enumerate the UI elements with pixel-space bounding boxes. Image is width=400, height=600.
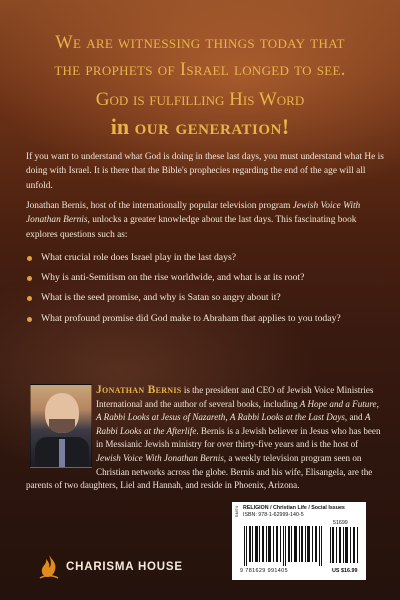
bullet-icon bbox=[27, 296, 32, 301]
list-item bbox=[26, 251, 376, 265]
list-item bbox=[26, 291, 376, 305]
headline-line-4-emphasis: our generation bbox=[134, 114, 282, 139]
question-text: Why is anti-Semitism on the rise worldwide, and what is at its root? bbox=[41, 272, 305, 284]
headline-line-4 bbox=[0, 113, 400, 140]
bullet-icon bbox=[27, 317, 32, 322]
question-text: What crucial role does Israel play in the last days? bbox=[41, 252, 237, 263]
bio-text-2: , bbox=[376, 398, 379, 409]
bio-text-5: . Bernis is a Jewish believer in Jesus who has been in Messianic Jewish ministry for over thirty-five years and is the host of bbox=[96, 425, 381, 450]
list-item bbox=[26, 312, 376, 326]
intro-p2-after: , unlocks a greater knowledge about the last days. This fascinating book explores questions such as: bbox=[26, 215, 357, 240]
bio-text-1: is the president and CEO of Jewish Voice Ministries International and the author of several books, including bbox=[96, 385, 374, 409]
bio-text-3: , bbox=[225, 412, 230, 423]
author-name: Jonathan Bernis bbox=[96, 384, 182, 396]
book-category: RELIGION / Christian Life / Social Issues bbox=[243, 505, 345, 511]
bio-text-4: , and bbox=[344, 412, 365, 423]
flame-icon bbox=[38, 554, 60, 580]
book-title-2: A Rabbi Looks at Jesus of Nazareth bbox=[96, 412, 226, 423]
isbn-number: ISBN: 978-1-62999-140-5 bbox=[243, 512, 304, 518]
headline-line-1: We are witnessing things today that bbox=[55, 33, 345, 53]
bio-text-6: , a weekly television program seen on Christian networks across the globe. Bernis and his wife, Elisangela, are the parents of two daughters, Liel and Hannah, and reside in Phoenix, Arizona. bbox=[26, 452, 373, 491]
book-title-3: A Rabbi Looks at the Last Days bbox=[229, 412, 345, 423]
author-bio bbox=[26, 384, 382, 493]
barcode-bars bbox=[244, 526, 324, 566]
publisher-name: CHARISMA HOUSE bbox=[66, 561, 183, 573]
bullet-icon bbox=[27, 276, 32, 281]
headline-line-3: God is fulfilling His Word bbox=[95, 89, 305, 110]
program-title: Jewish Voice With Jonathan Bernis bbox=[96, 452, 224, 463]
book-title-1: A Hope and a Future bbox=[299, 398, 377, 409]
intro-paragraph-1: If you want to understand what God is doing in these last days, you must understand what He is doing with Israel. It is there that the Bible's prophecies regarding the end of the age will all unfold. bbox=[26, 152, 384, 191]
question-text: What is the seed promise, and why is Satan so angry about it? bbox=[41, 292, 281, 304]
bullet-icon bbox=[27, 256, 32, 261]
photo-spacer bbox=[26, 384, 96, 474]
intro-paragraph-2 bbox=[26, 199, 384, 242]
book-price: US $16.99 bbox=[332, 568, 358, 574]
headline bbox=[0, 30, 400, 140]
headline-line-4-suffix: ! bbox=[281, 114, 290, 139]
price-code: 51699 bbox=[333, 520, 348, 526]
isbn-barcode-block bbox=[232, 502, 366, 580]
barcode-side-code: 54874 bbox=[234, 506, 239, 518]
headline-line-2: the prophets of Israel longed to see. bbox=[54, 60, 346, 80]
program-title: Jewish Voice With Jonathan Bernis bbox=[26, 201, 361, 226]
question-text: What profound promise did God make to Abraham that applies to you today? bbox=[41, 312, 341, 324]
barcode-digits: 9 781629 991405 bbox=[240, 568, 288, 574]
intro-p2-before: Jonathan Bernis, host of the internationally popular television program bbox=[26, 201, 293, 211]
list-item bbox=[26, 271, 376, 285]
price-barcode-bars bbox=[330, 527, 360, 563]
question-list bbox=[26, 251, 376, 332]
publisher-logo bbox=[38, 554, 183, 580]
headline-line-4-prefix: in bbox=[110, 114, 135, 139]
book-title-4: A Rabbi Looks at the Afterlife bbox=[96, 412, 371, 436]
